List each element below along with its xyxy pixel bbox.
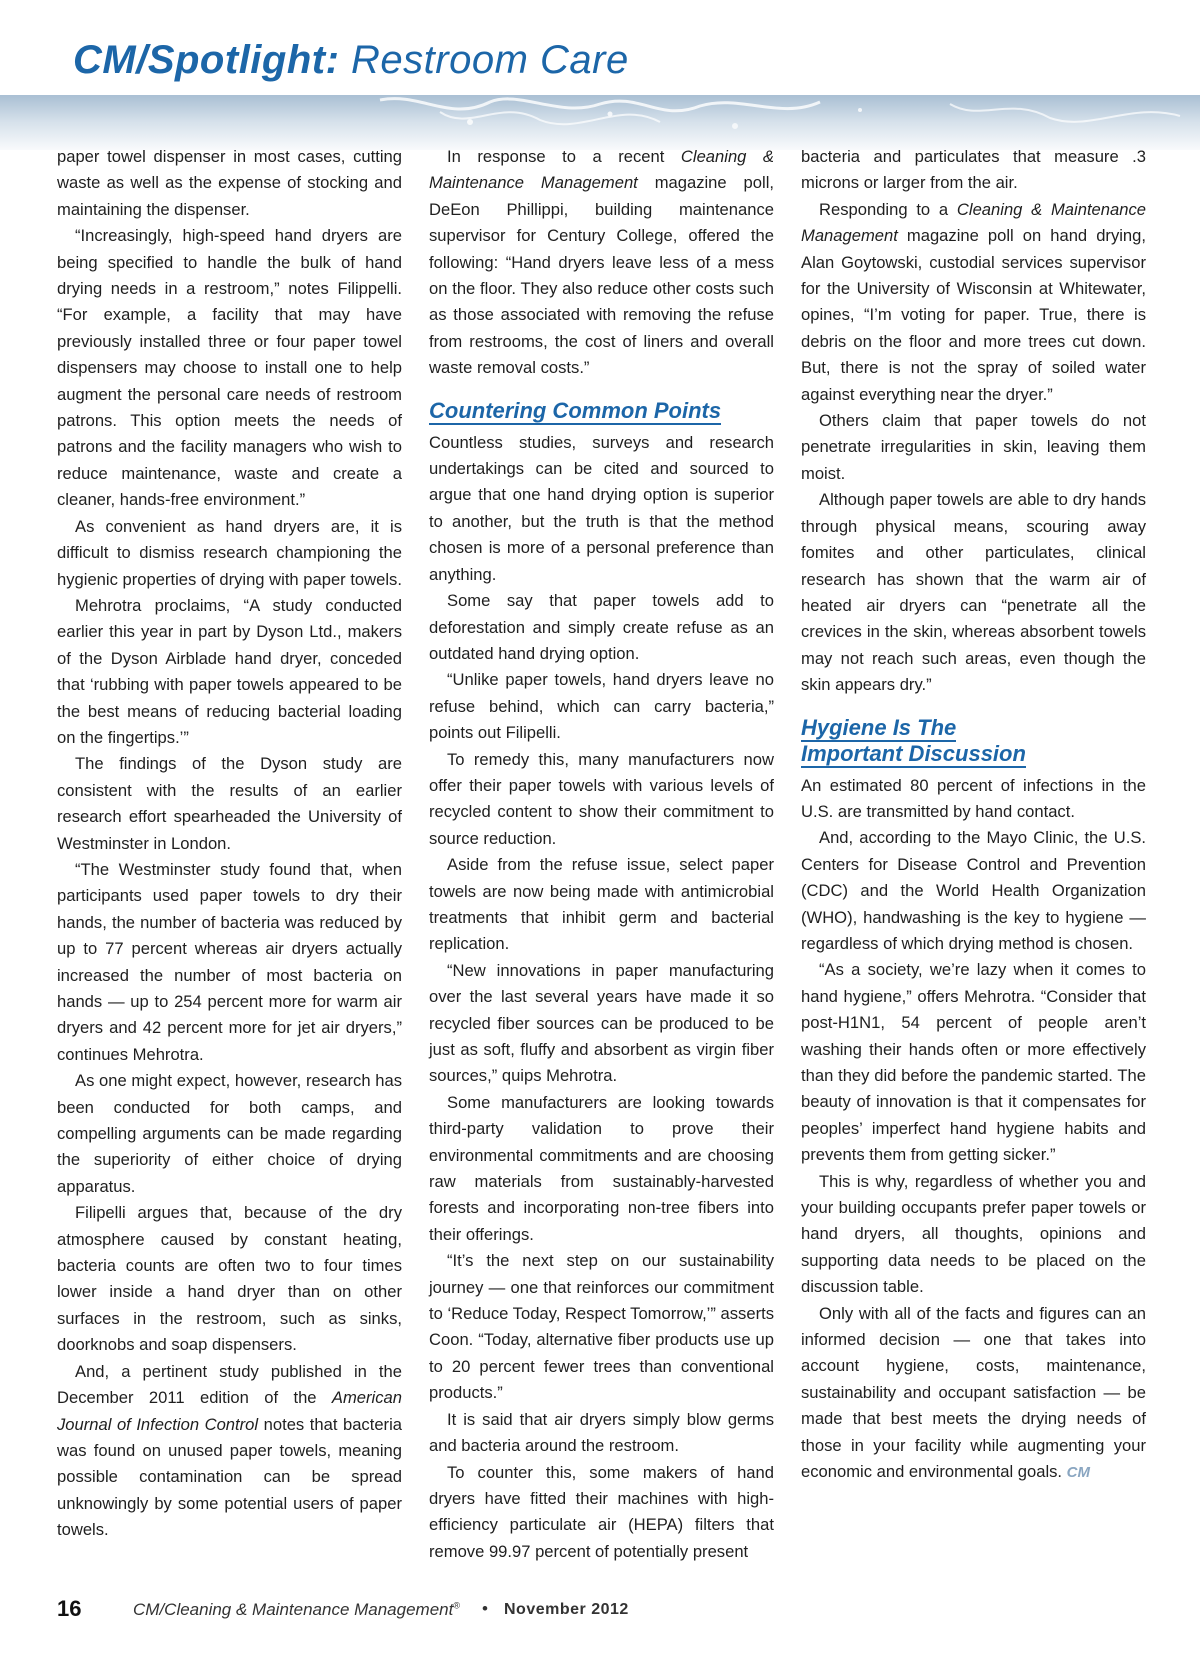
subheading-hygiene: Hygiene Is The Important Discussion [801, 714, 1026, 766]
paragraph: To remedy this, many manufacturers now offer their paper towels with various levels of recycled content to show their commitment to source reduction. [429, 749, 774, 848]
paragraph [57, 1359, 402, 1544]
paragraph: This is why, regardless of whether you and your building occupants prefer paper towels or hand dryers, all thoughts, opinions and supporting data needs to be placed on the discussion table. [801, 1171, 1146, 1297]
page-number: 16 [57, 1596, 82, 1621]
paragraph: Countless studies, surveys and research undertakings can be cited and sourced to argue that one hand drying option is superior to another, but the truth is that the method chosen is more of a personal preference than anything. [429, 432, 774, 584]
subheading-countering: Countering Common Points [429, 397, 722, 423]
paragraph: “New innovations in paper manufacturing over the last several years have made it so recycled fiber sources can be produced to be just as soft, fluffy and absorbent as virgin fiber sources,” quips Mehrotra. [429, 960, 774, 1086]
paragraph: To counter this, some makers of hand dryers have fitted their machines with high-efficiency particulate air (HEPA) filters that remove 99.97 percent of potentially present [429, 1462, 774, 1561]
registered-mark: ® [453, 1600, 460, 1611]
paragraph: Mehrotra proclaims, “A study conducted earlier this year in part by Dyson Ltd., makers of the Dyson Airblade hand dryer, conceded that ‘rubbing with paper towels appeared to be the best means of reducing bacterial loading on the fingertips.’” [57, 595, 402, 747]
paragraph: paper towel dispenser in most cases, cutting waste as well as the expense of stocking and maintaining the dispenser. [57, 147, 402, 219]
magazine-title: Cleaning & Maintenance Management [429, 147, 774, 193]
title-topic: Restroom Care [339, 38, 629, 82]
paragraph: The findings of the Dyson study are consistent with the results of an earlier research effort spearheaded the University of Westminster in London. [57, 754, 402, 853]
page-title [73, 36, 629, 84]
paragraph: As convenient as hand dryers are, it is difficult to dismiss research championing the hygienic properties of drying with paper towels. [57, 516, 402, 589]
footer-bullet: • [482, 1599, 488, 1618]
text-run: magazine poll, DeEon Phillippi, building maintenance supervisor for Century College, offered the following: “Hand dryers leave less of a mess on the floor. They also reduce other costs such as those associated with removing the refuse from restrooms, the cost of liners and overall waste removal costs.” [429, 173, 774, 378]
issue-date: November 2012 [504, 1601, 629, 1618]
paragraph: “Increasingly, high-speed hand dryers are being specified to handle the bulk of hand drying needs in a restroom,” notes Filippelli. “For example, a facility that may have previously installed three or four paper towel dispensers may choose to install one to help augment the personal care needs of restroom patrons. This option meets the needs of patrons and the facility managers who wish to reduce maintenance, waste and create a cleaner, hands-free environment.” [57, 226, 402, 510]
text-run: magazine poll on hand drying, Alan Goytowski, custodial services supervisor for the University of Wisconsin at Whitewater, opines, “I’m voting for paper. True, there is debris on the floor and more trees cut down. But, there is not the spray of soiled water against everything near the dryer.” [801, 226, 1146, 404]
paragraph: An estimated 80 percent of infections in the U.S. are transmitted by hand contact. [801, 775, 1146, 821]
paragraph: “Unlike paper towels, hand dryers leave no refuse behind, which can carry bacteria,” points out Filipelli. [429, 670, 774, 743]
paragraph: And, according to the Mayo Clinic, the U.S. Centers for Disease Control and Prevention (CDC) and the World Health Organization (WHO), handwashing is the key to hygiene — regardless of which drying method is chosen. [801, 828, 1146, 953]
column-2 [429, 144, 774, 1565]
text-run: notes that bacteria was found on unused paper towels, meaning possible contamination can be spread unknowingly by some potential users of paper towels. [57, 1414, 402, 1540]
end-signature: CM [1066, 1464, 1090, 1482]
text-run: Only with all of the facts and figures can an informed decision — one that takes into account hygiene, costs, maintenance, sustainability and occupant satisfaction — be made that best meets the drying needs of those in your facility while augmenting your economic and environmental goals. [801, 1303, 1146, 1482]
paragraph [429, 144, 774, 382]
page-footer [57, 1596, 1157, 1626]
paragraph: Filipelli argues that, because of the dry atmosphere caused by constant heating, bacteria counts are often two to four times lower inside a hand dryer than on other surfaces in the restroom, such as sinks, doorknobs and soap dispensers. [57, 1203, 402, 1355]
publication-name: CM/Cleaning & Maintenance Management® [133, 1600, 460, 1619]
title-bold: CM/Spotlight: [73, 38, 340, 82]
paragraph: “It’s the next step on our sustainability journey — one that reinforces our commitment to ‘Reduce Today, Respect Tomorrow,’” asserts Coon. “Today, alternative fiber products use up to 20 percent fewer trees than conventional products.” [429, 1251, 774, 1403]
paragraph: bacteria and particulates that measure .3 microns or larger from the air. [801, 147, 1146, 193]
text-run: Responding to a [819, 199, 957, 219]
paragraph: Some say that paper towels add to deforestation and simply create refuse as an outdated hand drying option. [429, 591, 774, 663]
paragraph: Others claim that paper towels do not penetrate irregularities in skin, leaving them moist. [801, 411, 1146, 483]
journal-title: American Journal of Infection Control [57, 1388, 402, 1434]
water-splash-graphic [0, 92, 1200, 150]
column-1 [57, 144, 402, 1544]
text-run: And, a pertinent study published in the December 2011 edition of the [57, 1361, 402, 1408]
paragraph: Aside from the refuse issue, select paper towels are now being made with antimicrobial treatments that inhibit germ and bacterial replication. [429, 855, 774, 954]
paragraph [801, 197, 1146, 408]
paragraph: Although paper towels are able to dry hands through physical means, scouring away fomites and other particulates, clinical research has shown that the warm air of heated air dryers can “penetrate all the crevices in the skin, whereas absorbent towels may not reach such areas, even though the skin appears dry.” [801, 490, 1146, 695]
paragraph: Some manufacturers are looking towards third-party validation to prove their environmental commitments and are choosing raw materials from sustainably-harvested forests and incorporating non-tree fibers into their offerings. [429, 1092, 774, 1244]
text-run: In response to a recent [447, 147, 681, 166]
paragraph [801, 1301, 1146, 1487]
paragraph: As one might expect, however, research has been conducted for both camps, and compelling arguments can be made regarding the superiority of either choice of drying apparatus. [57, 1071, 402, 1196]
paragraph: “The Westminster study found that, when participants used paper towels to dry their hands, the number of bacteria was reduced by up to 77 percent whereas air dryers actually increased the number of most bacteria on hands — up to 254 percent more for warm air dryers and 42 percent more for jet air dryers,” continues Mehrotra. [57, 859, 402, 1064]
column-3 [801, 144, 1146, 1487]
header-banner [0, 0, 1200, 150]
paragraph: “As a society, we’re lazy when it comes to hand hygiene,” offers Mehrotra. “Consider that post-H1N1, 54 percent of people aren’t washing their hands often or more effectively than they did before the pandemic started. The beauty of innovation is that it compensates for peoples’ imperfect hand hygiene habits and prevents them from getting sicker.” [801, 960, 1146, 1165]
magazine-title: Cleaning & Maintenance Management [801, 199, 1146, 246]
paragraph: It is said that air dryers simply blow germs and bacteria around the restroom. [429, 1409, 774, 1456]
